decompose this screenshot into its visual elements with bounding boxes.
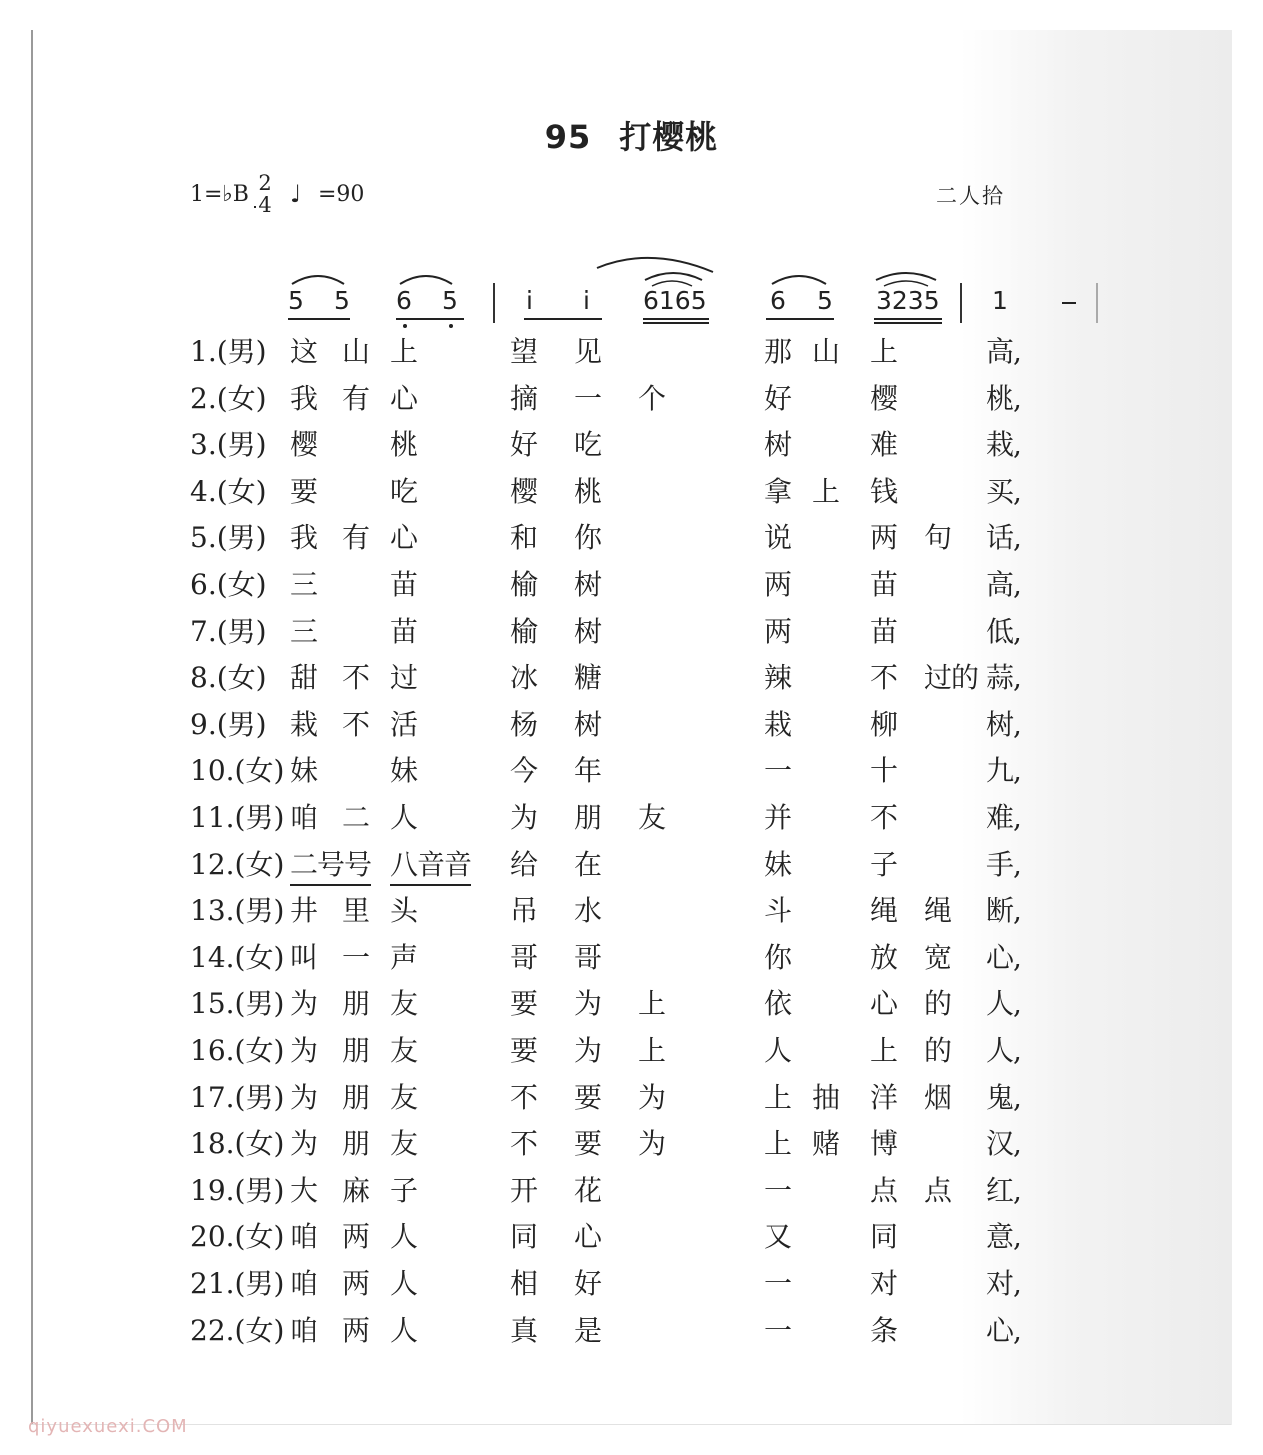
lyric-syllable: 一 — [764, 754, 793, 788]
lyric-syllable: 心 — [870, 987, 899, 1021]
lyric-syllable: 心 — [390, 381, 419, 415]
lyric-syllable: 人 — [390, 1267, 419, 1300]
lyric-syllable: 栽 — [764, 707, 793, 741]
lyric-syllable: 依 — [764, 987, 793, 1021]
lyric-syllable: 为 — [290, 1034, 319, 1067]
lyric-syllable: 哥 — [574, 940, 603, 974]
verse-label: 11.(男) — [190, 801, 285, 834]
lyric-syllable: 不 — [342, 707, 371, 741]
final-barline — [1096, 283, 1098, 323]
lyric-syllable: 点 — [870, 1173, 899, 1207]
lyric-syllable: 烟 — [924, 1080, 953, 1114]
note-5-low: 5 — [442, 286, 458, 315]
lyric-syllable: 朋 — [342, 1127, 371, 1161]
lyric-syllable: 摘 — [510, 381, 539, 415]
note-1-high: i — [526, 286, 533, 315]
lyric-syllable: 红, — [986, 1173, 1021, 1207]
lyric-syllable: 苗 — [870, 614, 899, 648]
verse-label: 13.(男) — [190, 894, 285, 928]
lyric-syllable: 井 — [290, 894, 319, 928]
lyric-syllable: 朋 — [342, 1080, 371, 1114]
lyric-syllable: 和 — [510, 521, 539, 555]
beam — [874, 318, 942, 320]
lyric-syllable: 上 — [764, 1127, 793, 1161]
lyric-syllable: 二号号 — [290, 843, 371, 886]
lyric-syllable: 两 — [870, 521, 899, 555]
lyric-row — [0, 1169, 1263, 1209]
lyric-syllable: 榆 — [510, 614, 539, 648]
lyric-syllable: 年 — [574, 754, 603, 788]
lyric-syllable: 高, — [986, 335, 1021, 368]
lyric-syllable: 意, — [986, 1220, 1021, 1254]
lyric-syllable: 甜 — [290, 661, 319, 695]
lyric-row — [0, 843, 1263, 883]
lyric-syllable: 要 — [290, 474, 319, 508]
lyric-syllable: 活 — [390, 707, 419, 741]
lyric-syllable: 要 — [574, 1127, 603, 1161]
song-number: 95 — [544, 118, 592, 156]
verse-label: 17.(男) — [190, 1080, 285, 1114]
lyric-row — [0, 1215, 1263, 1255]
verse-label: 15.(男) — [190, 987, 285, 1021]
lyric-syllable: 难, — [986, 801, 1021, 834]
lyric-syllable: 桃 — [390, 428, 419, 462]
time-top: 2 — [258, 171, 272, 195]
lyric-syllable: 花 — [574, 1173, 603, 1207]
lyric-syllable: 樱 — [870, 381, 899, 415]
lyric-syllable: 朋 — [342, 987, 371, 1021]
song-title — [0, 112, 1263, 158]
lyric-syllable: 过 — [390, 661, 419, 695]
note-1-high: i — [583, 286, 590, 315]
lyric-syllable: 不 — [510, 1127, 539, 1161]
lyric-syllable: 点 — [924, 1173, 953, 1207]
note-5: 5 — [288, 286, 304, 315]
barline — [493, 283, 495, 323]
lyric-row — [0, 1262, 1263, 1302]
collector-credit: 二人拾 — [936, 184, 1005, 208]
lyric-syllable: 有 — [342, 381, 371, 415]
lyric-syllable: 并 — [764, 801, 793, 834]
lyric-syllable: 给 — [510, 847, 539, 881]
lyric-syllable: 要 — [510, 987, 539, 1021]
lyric-syllable: 相 — [510, 1267, 539, 1300]
lyric-syllable: 桃, — [986, 381, 1021, 415]
lyric-syllable: 栽, — [986, 428, 1021, 462]
lyric-syllable: 心 — [390, 521, 419, 555]
lyric-syllable: 我 — [290, 521, 319, 555]
lyric-syllable: 鬼, — [986, 1080, 1021, 1114]
lyric-syllable: 麻 — [342, 1173, 371, 1207]
lyric-syllable: 上 — [764, 1080, 793, 1114]
lyric-syllable: 心 — [574, 1220, 603, 1254]
lyric-row — [0, 470, 1263, 510]
lyric-syllable: 咱 — [290, 1220, 319, 1254]
lyric-syllable: 大 — [290, 1173, 319, 1207]
lyric-syllable: 里 — [342, 894, 371, 928]
lyric-syllable: 望 — [510, 335, 539, 368]
lyric-syllable: 上 — [638, 987, 667, 1021]
sustain-dash — [1062, 302, 1076, 304]
jianpu-notation — [0, 250, 1263, 330]
lyric-syllable: 一 — [764, 1173, 793, 1207]
verse-label: 18.(女) — [190, 1127, 285, 1161]
lyric-syllable: 吊 — [510, 894, 539, 928]
verse-label: 22.(女) — [190, 1313, 285, 1347]
lyric-syllable: 桃 — [574, 474, 603, 508]
lyric-syllable: 洋 — [870, 1080, 899, 1114]
key-signature: 1=♭B — [190, 182, 249, 207]
lyric-syllable: 有 — [342, 521, 371, 555]
lyric-syllable: 又 — [764, 1220, 793, 1254]
lyric-syllable: 这 — [290, 335, 319, 368]
note-5: 5 — [817, 286, 833, 315]
lyric-syllable: 真 — [510, 1313, 539, 1347]
lyric-syllable: 那 — [764, 335, 793, 368]
lyric-syllable: 杨 — [510, 707, 539, 741]
beam — [396, 318, 464, 320]
lyric-syllable: 为 — [574, 987, 603, 1021]
lyric-syllable: 友 — [390, 987, 419, 1021]
lyric-syllable: 妹 — [764, 847, 793, 881]
lyric-syllable: 宽 — [924, 940, 953, 974]
tempo-mark: =90 — [318, 182, 365, 207]
lyric-syllable: 好 — [574, 1267, 603, 1300]
verse-label: 6.(女) — [190, 568, 267, 601]
lyric-syllable: 人 — [390, 1220, 419, 1254]
beam-double — [874, 322, 942, 324]
lyric-syllable: 人, — [986, 987, 1021, 1021]
lyric-syllable: 友 — [390, 1080, 419, 1114]
barline — [960, 283, 962, 323]
lyric-syllable: 三 — [290, 614, 319, 648]
verse-label: 10.(女) — [190, 754, 285, 788]
lyric-syllable: 八音音 — [390, 843, 471, 886]
lyric-syllable: 是 — [574, 1313, 603, 1347]
lyric-syllable: 山 — [812, 335, 841, 368]
lyric-syllable: 买, — [986, 474, 1021, 508]
lyric-syllable: 一 — [342, 940, 371, 974]
lyric-syllable: 上 — [870, 1034, 899, 1067]
lyric-syllable: 三 — [290, 568, 319, 601]
lyric-syllable: 声 — [390, 940, 419, 974]
lyric-syllable: 条 — [870, 1313, 899, 1347]
lyric-syllable: 心, — [986, 1313, 1021, 1347]
verse-label: 3.(男) — [190, 428, 267, 462]
lyric-syllable: 好 — [510, 428, 539, 462]
lyric-syllable: 对, — [986, 1267, 1021, 1300]
lyric-syllable: 为 — [290, 1080, 319, 1114]
lyric-syllable: 放 — [870, 940, 899, 974]
lyric-syllable: 人 — [764, 1034, 793, 1067]
lyric-row — [0, 889, 1263, 929]
lyric-syllable: 头 — [390, 894, 419, 928]
lyric-syllable: 苗 — [390, 568, 419, 601]
verse-label: 4.(女) — [190, 474, 267, 508]
lyric-syllable: 博 — [870, 1127, 899, 1161]
lyric-syllable: 人, — [986, 1034, 1021, 1067]
sustain-dash-text — [1058, 286, 1071, 315]
lyric-syllable: 你 — [574, 521, 603, 555]
verse-label: 7.(男) — [190, 614, 267, 648]
lyric-syllable: 水 — [574, 894, 603, 928]
quarter-note-icon: ♩ — [290, 180, 302, 208]
lyric-syllable: 绳 — [870, 894, 899, 928]
lyric-syllable: 两 — [764, 614, 793, 648]
lyric-syllable: 上 — [390, 335, 419, 368]
low-octave-dot — [449, 324, 453, 328]
lyric-syllable: 榆 — [510, 568, 539, 601]
lyric-syllable: 人 — [390, 801, 419, 834]
lyric-syllable: 不 — [870, 661, 899, 695]
lyric-syllable: 为 — [638, 1080, 667, 1114]
lyric-syllable: 要 — [574, 1080, 603, 1114]
time-signature — [254, 172, 276, 216]
lyric-syllable: 苗 — [870, 568, 899, 601]
verse-label: 1.(男) — [190, 335, 267, 368]
lyric-syllable: 断, — [986, 894, 1021, 928]
lyric-syllable: 开 — [510, 1173, 539, 1207]
beam — [288, 318, 350, 320]
lyric-syllable: 说 — [764, 521, 793, 555]
lyric-syllable: 抽 — [812, 1080, 841, 1114]
lyric-syllable: 上 — [870, 335, 899, 368]
lyric-syllable: 十 — [870, 754, 899, 788]
lyric-syllable: 的 — [924, 1034, 953, 1067]
lyric-syllable: 妹 — [290, 754, 319, 788]
site-watermark: qiyuexuexi.COM — [28, 1416, 188, 1437]
lyric-syllable: 柳 — [870, 707, 899, 741]
lyric-syllable: 山 — [342, 335, 371, 368]
lyric-syllable: 两 — [764, 568, 793, 601]
note-group-3235: 3235 — [876, 286, 940, 315]
lyric-syllable: 咱 — [290, 1267, 319, 1300]
verse-label: 8.(女) — [190, 661, 267, 695]
lyric-syllable: 钱 — [870, 474, 899, 508]
lyric-row — [0, 1309, 1263, 1349]
verse-label: 2.(女) — [190, 381, 267, 415]
note-1: 1 — [992, 286, 1008, 315]
lyric-syllable: 为 — [510, 801, 539, 834]
lyric-syllable: 人 — [390, 1313, 419, 1347]
lyric-syllable: 苗 — [390, 614, 419, 648]
lyric-syllable: 树 — [574, 707, 603, 741]
low-octave-dot — [403, 324, 407, 328]
lyric-syllable: 在 — [574, 847, 603, 881]
lyric-syllable: 为 — [290, 1127, 319, 1161]
lyric-syllable: 个 — [638, 381, 667, 415]
lyric-row — [0, 377, 1263, 417]
lyric-syllable: 两 — [342, 1220, 371, 1254]
lyric-row — [0, 1076, 1263, 1116]
note-6: 6 — [770, 286, 786, 315]
lyric-syllable: 不 — [870, 801, 899, 834]
song-name: 打樱桃 — [619, 118, 719, 156]
lyric-syllable: 不 — [510, 1080, 539, 1114]
lyric-row — [0, 749, 1263, 789]
lyric-syllable: 话, — [986, 521, 1021, 555]
lyric-row — [0, 610, 1263, 650]
lyric-syllable: 要 — [510, 1034, 539, 1067]
lyric-syllable: 汉, — [986, 1127, 1021, 1161]
lyric-syllable: 辣 — [764, 661, 793, 695]
lyric-syllable: 你 — [764, 940, 793, 974]
lyric-syllable: 今 — [510, 754, 539, 788]
lyric-syllable: 咱 — [290, 801, 319, 834]
lyric-syllable: 低, — [986, 614, 1021, 648]
lyric-syllable: 朋 — [342, 1034, 371, 1067]
lyric-syllable: 不 — [342, 661, 371, 695]
bottom-rule — [31, 1424, 1231, 1425]
lyric-row — [0, 936, 1263, 976]
verse-label: 12.(女) — [190, 847, 285, 881]
note-6-low: 6 — [396, 286, 412, 315]
lyric-syllable: 妹 — [390, 754, 419, 788]
lyric-row — [0, 1122, 1263, 1162]
lyric-syllable: 同 — [870, 1220, 899, 1254]
lyric-syllable: 咱 — [290, 1313, 319, 1347]
lyric-syllable: 树 — [764, 428, 793, 462]
verse-label: 20.(女) — [190, 1220, 285, 1254]
lyric-syllable: 高, — [986, 568, 1021, 601]
lyric-syllable: 冰 — [510, 661, 539, 695]
lyric-syllable: 子 — [390, 1173, 419, 1207]
slur-marks — [0, 250, 1263, 330]
lyric-syllable: 糖 — [574, 661, 603, 695]
verse-label: 19.(男) — [190, 1173, 285, 1207]
lyric-syllable: 两 — [342, 1313, 371, 1347]
lyric-syllable: 句 — [924, 521, 953, 555]
lyric-syllable: 叫 — [290, 940, 319, 974]
lyric-syllable: 朋 — [574, 801, 603, 834]
lyric-syllable: 为 — [574, 1034, 603, 1067]
verse-label: 14.(女) — [190, 940, 285, 974]
lyric-syllable: 上 — [812, 474, 841, 508]
lyric-syllable: 九, — [986, 754, 1021, 788]
lyric-syllable: 上 — [638, 1034, 667, 1067]
lyric-syllable: 我 — [290, 381, 319, 415]
lyric-syllable: 斗 — [764, 894, 793, 928]
verse-label: 16.(女) — [190, 1034, 285, 1067]
lyric-syllable: 树 — [574, 568, 603, 601]
lyric-row — [0, 1029, 1263, 1069]
lyric-syllable: 拿 — [764, 474, 793, 508]
lyric-syllable: 子 — [870, 847, 899, 881]
note-group-6165: 6165 — [643, 286, 707, 315]
lyric-syllable: 为 — [290, 987, 319, 1021]
lyric-syllable: 树 — [574, 614, 603, 648]
lyric-syllable: 吃 — [390, 474, 419, 508]
lyric-syllable: 赌 — [812, 1127, 841, 1161]
lyric-row — [0, 703, 1263, 743]
lyric-row — [0, 656, 1263, 696]
beam-double — [643, 322, 709, 324]
lyric-row — [0, 330, 1263, 370]
note-5: 5 — [334, 286, 350, 315]
lyric-syllable: 同 — [510, 1220, 539, 1254]
verse-label: 21.(男) — [190, 1267, 285, 1300]
lyric-syllable: 蒜, — [986, 661, 1021, 695]
lyric-syllable: 见 — [574, 335, 603, 368]
beam — [643, 318, 709, 320]
beam — [524, 318, 602, 320]
lyric-syllable: 难 — [870, 428, 899, 462]
lyric-syllable: 一 — [574, 381, 603, 415]
lyric-syllable: 为 — [638, 1127, 667, 1161]
verse-label: 5.(男) — [190, 521, 267, 555]
lyric-row — [0, 796, 1263, 836]
lyric-syllable: 友 — [638, 801, 667, 834]
lyric-syllable: 栽 — [290, 707, 319, 741]
lyric-syllable: 友 — [390, 1127, 419, 1161]
lyric-syllable: 樱 — [510, 474, 539, 508]
lyric-syllable: 好 — [764, 381, 793, 415]
lyric-syllable: 的 — [924, 987, 953, 1021]
lyric-row — [0, 423, 1263, 463]
lyric-syllable: 绳 — [924, 894, 953, 928]
lyric-row — [0, 563, 1263, 603]
lyric-syllable: 对 — [870, 1267, 899, 1300]
time-bottom: 4 — [258, 193, 272, 217]
lyric-syllable: 树, — [986, 707, 1021, 741]
lyric-row — [0, 982, 1263, 1022]
lyric-row — [0, 516, 1263, 556]
lyric-syllable: 一 — [764, 1313, 793, 1347]
lyric-syllable: 哥 — [510, 940, 539, 974]
lyric-syllable: 两 — [342, 1267, 371, 1300]
lyric-syllable: 过的 — [924, 661, 979, 695]
lyric-syllable: 心, — [986, 940, 1021, 974]
lyric-syllable: 樱 — [290, 428, 319, 462]
lyric-syllable: 友 — [390, 1034, 419, 1067]
lyric-syllable: 二 — [342, 801, 371, 834]
verse-label: 9.(男) — [190, 707, 267, 741]
beam — [766, 318, 834, 320]
lyric-syllable: 一 — [764, 1267, 793, 1300]
lyric-syllable: 吃 — [574, 428, 603, 462]
lyric-syllable: 手, — [986, 847, 1021, 881]
